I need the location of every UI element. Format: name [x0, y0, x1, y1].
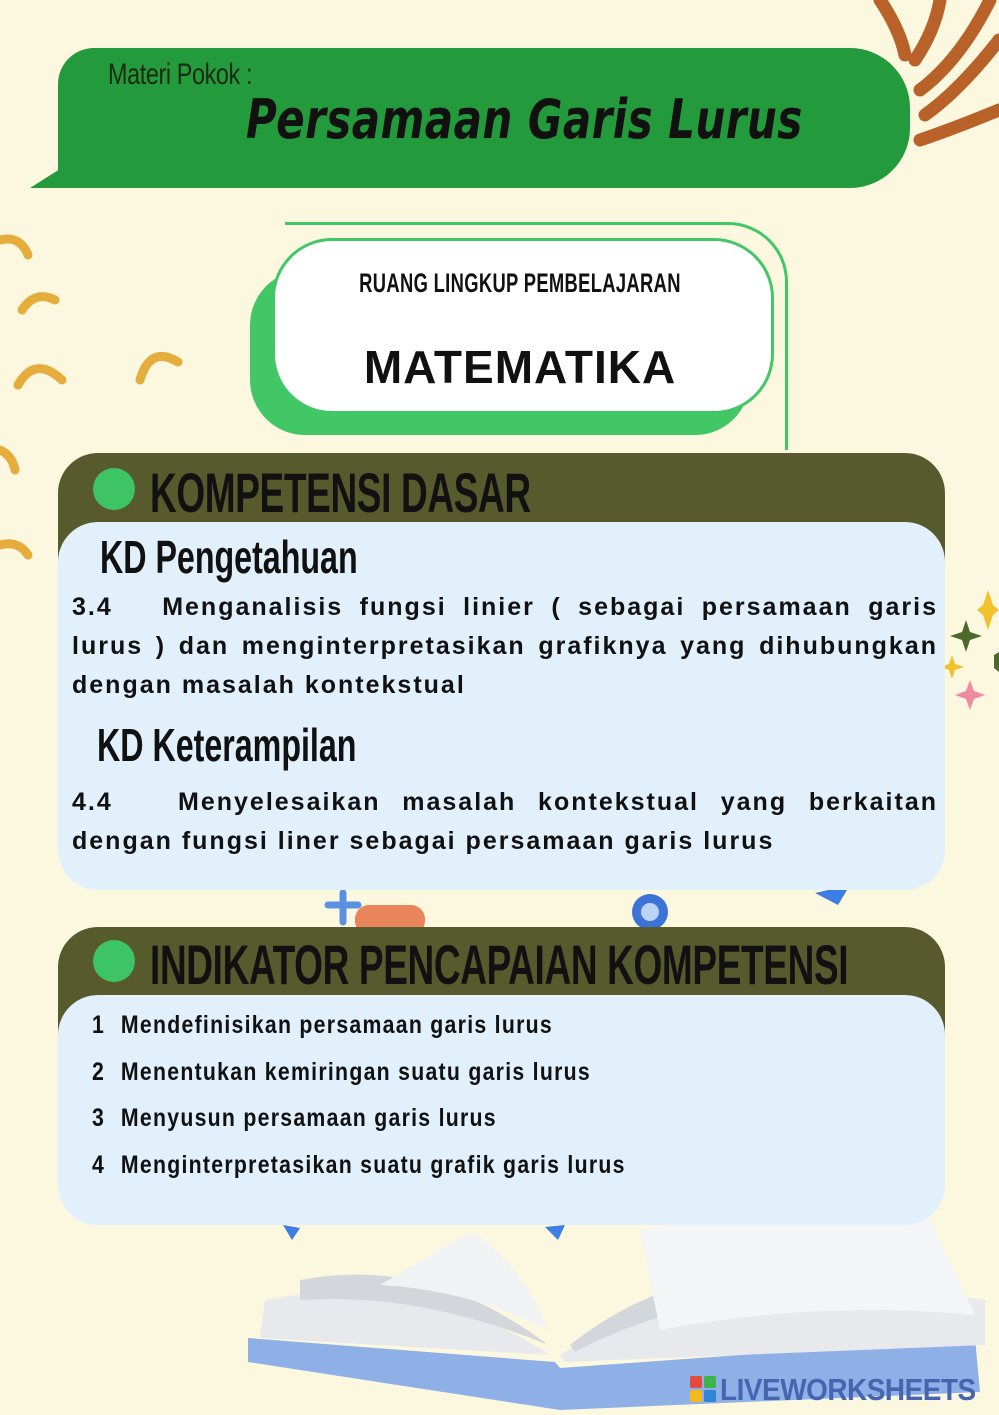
list-item	[92, 1104, 497, 1133]
scope-label: RUANG LINGKUP PEMBELAJARAN	[359, 268, 681, 298]
scope-subject: MATEMATIKA	[363, 341, 677, 393]
list-item-number: 4	[92, 1151, 106, 1179]
sparkle-decorations	[940, 590, 999, 710]
list-item-number: 2	[92, 1058, 106, 1086]
list-item	[92, 1011, 553, 1040]
bullet-dot-icon	[93, 468, 135, 510]
kd-pengetahuan-heading: KD Pengetahuan	[100, 531, 358, 583]
indikator-title: INDIKATOR PENCAPAIAN KOMPETENSI	[150, 933, 849, 996]
kd-keterampilan-heading: KD Keterampilan	[97, 719, 357, 771]
liveworksheets-logo-icon	[690, 1376, 716, 1402]
kd-keterampilan-number: 4.4	[72, 788, 113, 816]
kd-pengetahuan-description: Menganalisis fungsi linier ( sebagai persamaan garis lurus ) dan menginterpretasikan grafiknya yang dihubungkan dengan masalah kontekstual	[72, 593, 938, 699]
list-item-text: Menentukan kemiringan suatu garis lurus	[120, 1058, 592, 1086]
kd-keterampilan-text	[72, 783, 938, 861]
page-title: Persamaan Garis Lurus	[246, 88, 803, 151]
list-item-text: Mendefinisikan persamaan garis lurus	[120, 1011, 553, 1039]
bullet-dot-icon	[93, 940, 135, 982]
brand-name[interactable]: LIVEWORKSHEETS	[720, 1372, 976, 1407]
kd-pengetahuan-text	[72, 588, 938, 705]
list-item-number: 3	[92, 1104, 106, 1132]
list-item	[92, 1151, 626, 1180]
header-kicker: Materi Pokok :	[108, 58, 253, 91]
kd-pengetahuan-number: 3.4	[72, 593, 113, 621]
list-item-number: 1	[92, 1011, 106, 1039]
list-item-text: Menginterpretasikan suatu grafik garis lurus	[120, 1151, 626, 1179]
list-item	[92, 1058, 591, 1087]
kompetensi-title: KOMPETENSI DASAR	[150, 461, 531, 524]
kd-keterampilan-description: Menyelesaikan masalah kontekstual yang berkaitan dengan fungsi liner sebagai persamaan garis lurus	[72, 788, 938, 855]
list-item-text: Menyusun persamaan garis lurus	[120, 1104, 497, 1132]
